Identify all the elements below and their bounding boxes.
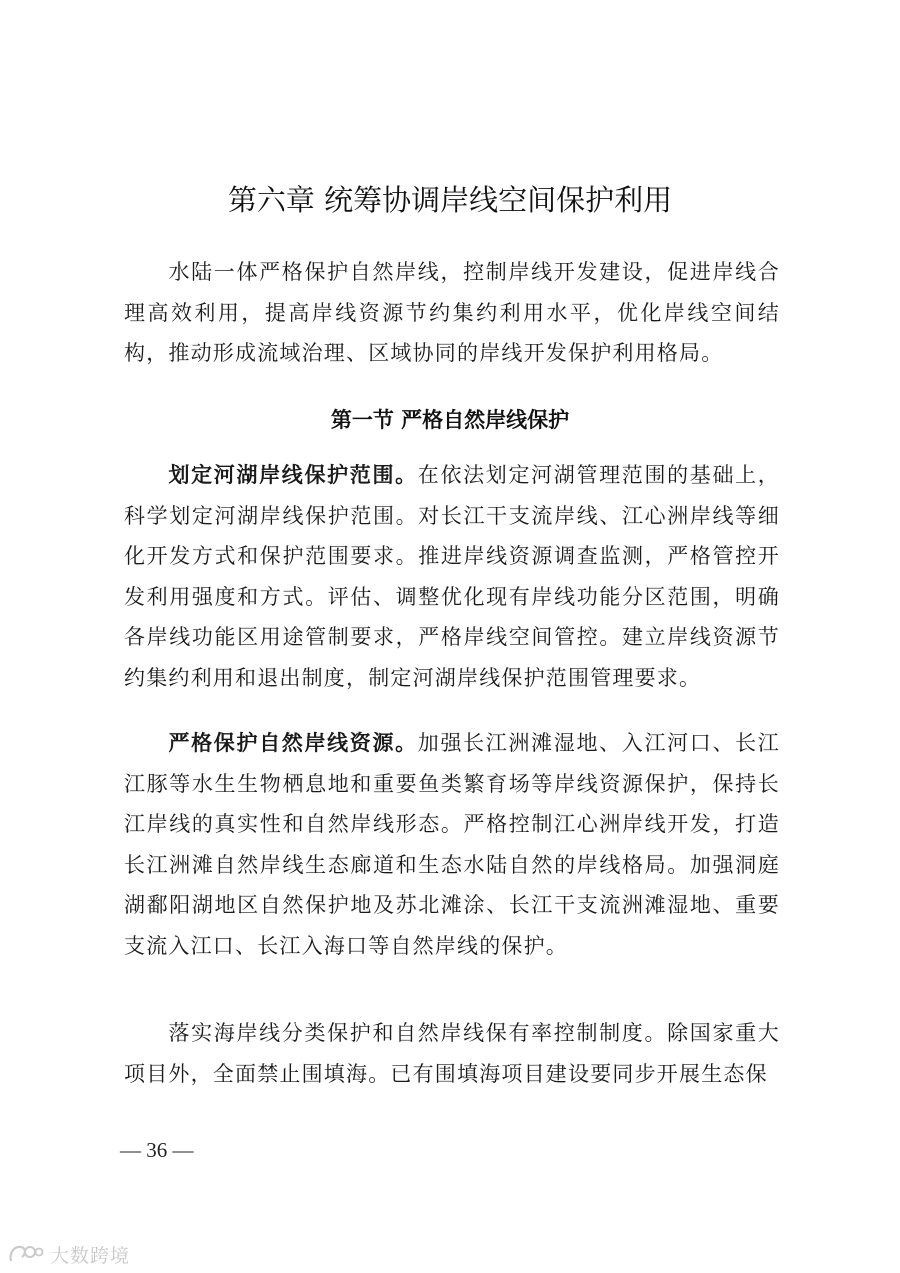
- paragraph-lead: 严格保护自然岸线资源。: [168, 730, 418, 755]
- paragraph-body: 加强长江洲滩湿地、入江河口、长江江豚等水生生物栖息地和重要鱼类繁育场等岸线资源保护，保持长江岸线的真实性和自然岸线形态。严格控制江心洲岸线开发，打造长江洲滩自然岸线生态廊道和生态水陆自然的岸线格局。加强洞庭湖鄱阳湖地区自然保护地及苏北滩涂、长江干支流洲滩湿地、重要支流入江口、长江入海口等自然岸线的保护。: [124, 731, 780, 958]
- intro-paragraph: [124, 252, 780, 374]
- page-number: — 36 —: [120, 1138, 194, 1162]
- paragraph-body: 落实海岸线分类保护和自然岸线保有率控制制度。除国家重大项目外，全面禁止围填海。已有围填海项目建设要同步开展生态保: [124, 1021, 780, 1086]
- intro-paragraph-text: 水陆一体严格保护自然岸线，控制岸线开发建设，促进岸线合理高效利用，提高岸线资源节约集约利用水平，优化岸线空间结构，推动形成流域治理、区域协同的岸线开发保护利用格局。: [124, 260, 780, 366]
- watermark-text: 大数跨境: [50, 1244, 131, 1267]
- paragraph-body: 在依法划定河湖管理范围的基础上，科学划定河湖岸线保护范围。对长江干支流岸线、江心洲岸线等细化开发方式和保护范围要求。推进岸线资源调查监测，严格管控开发利用强度和方式。评估、调整优化现有岸线功能分区范围，明确各岸线功能区用途管制要求，严格岸线空间管控。建立岸线资源节约集约利用和退出制度，制定河湖岸线保护范围管理要求。: [124, 463, 780, 690]
- paragraph-lead: 划定河湖岸线保护范围。: [168, 462, 418, 487]
- section-title: 第一节 严格自然岸线保护: [330, 408, 570, 432]
- watermark-logo-icon: [8, 1243, 44, 1265]
- watermark: [8, 1241, 130, 1267]
- paragraph-coastline: [124, 1013, 780, 1094]
- chapter-title: 第六章 统筹协调岸线空间保护利用: [227, 183, 673, 217]
- paragraph-shoreline-scope: [124, 455, 780, 699]
- paragraph-natural-shoreline: [124, 723, 780, 967]
